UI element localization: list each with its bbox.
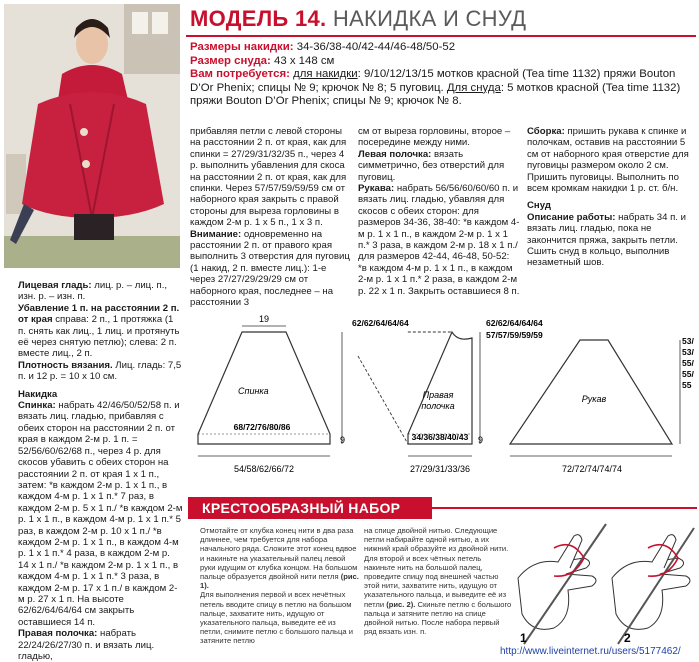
- back-top-measure: 19: [258, 314, 270, 324]
- instructions-column-3: [358, 126, 520, 297]
- back-height-measure: 62/62/64/64/64: [352, 318, 409, 328]
- assembly-text: пришить рукава к спинке и полочкам, оставив на расстоянии 5 см от наборного края отверстие для пуговицы размером около 2 см. Пришить пуговицы. Выполнить по всем кромкам накидки 1 р. ст. б/н.: [527, 126, 689, 195]
- cross-cast-on-banner: КРЕСТООБРАЗНЫЙ НАБОР: [188, 497, 432, 519]
- front-label-2: полочка: [421, 401, 455, 411]
- materials-line: [190, 68, 695, 109]
- source-url[interactable]: http://www.liveinternet.ru/users/5177462/: [500, 646, 681, 657]
- sleeve-bottom-measure: 72/72/74/74/74: [561, 464, 623, 474]
- snood-materials: : 5 мотков красной (Tea time 1132) пряжи Bouton D’Or Phenix; спицы № 9; крючок № 8.: [190, 81, 681, 108]
- back-label: Спинка:: [18, 400, 56, 412]
- front-neck-measure: 57/57/59/59/59: [486, 330, 543, 340]
- sleeves-text: набрать 56/56/60/60/60 п. и вязать лиц. гладью, убавляя для скосов с обеих сторон: для размеров 34-36, 38-40: *в каждом 4-м р. 1 х 1 п., в каждом 2-м р. 1 х 1 п.* 3 раза, в каждом 2-м р. 18 х 1 п./ для размеров 42-44, 46-48, 50-52: *в каждом 4-м р. 1 х 1 п., в каждом 2-м р. 1 х 1 п.* 2 раза, в каждом 2-м р. 22 х 1 п. Закрыть оставшиеся 8 п.: [358, 183, 520, 297]
- back-label: Спинка: [238, 386, 269, 396]
- fig-ref-1: (рис. 1).: [200, 572, 359, 591]
- cape-heading: Накидка: [18, 388, 58, 400]
- front-label-1: Правая: [422, 390, 454, 400]
- model-photo: [4, 4, 180, 268]
- snood-size-value: 43 х 148 см: [273, 54, 335, 67]
- cast-on-step-3: на спице двойной нитью. Следующие петли набирайте одной нитью, а их нижний край образуйте из двойной нити.: [364, 526, 509, 554]
- sizes-label: Размеры накидки:: [190, 41, 294, 53]
- fig-ref-2: (рис. 2).: [386, 599, 416, 609]
- sizes-line: [190, 41, 695, 55]
- gauge-text: Лиц. гладь: 7,5 п. и 12 р. = 10 х 10 см.: [18, 359, 182, 383]
- attention-text: одновременно на расстоянии 2 п. от правого края выполнить 3 отверстия для пуговиц (1 накид, 2 п. вместе лиц.): 1-е через 27/27/29/29/29 см от наборного края, последнее – на расстоянии 3: [190, 228, 350, 309]
- attention-continued: см от выреза горловины, второе – посередине между ними.: [358, 126, 511, 149]
- sleeve-measure-2: 53/: [682, 347, 694, 357]
- front-schematic: [348, 312, 543, 484]
- materials-label: Вам потребуется:: [190, 68, 290, 81]
- decrease-text: справа: 2 п., 1 протяжка (1 п. снять как лиц., 1 лиц. и протянуть её через снятую петлю); слева: 2 п. вместе лиц., 2 п.: [18, 314, 180, 360]
- model-number: МОДЕЛЬ 14.: [190, 6, 327, 31]
- cast-on-column-2: [364, 526, 512, 636]
- back-hem-measure: 9: [340, 435, 346, 445]
- instructions-column-1: [18, 280, 183, 662]
- work-description-label: Описание работы:: [527, 211, 616, 223]
- page-title: [190, 6, 526, 32]
- cast-on-step-1: Отмотайте от клубка конец нити в два раза длиннее, чем требуется для набора начального ряда. Сложите этот конец вдвое и накиньте на указательный палец левой руки идущим от клубка концом. На большом пальце образуется двойной нити петля: [200, 526, 358, 582]
- stitch-text: лиц. р. – лиц. п., изн. р. – изн. п.: [18, 280, 168, 303]
- sleeve-outline: [510, 340, 672, 444]
- right-front-text: набрать 22/24/26/27/30 п. и вязать лиц. гладью,: [18, 628, 155, 662]
- back-inner-measure: 68/72/76/80/86: [233, 422, 291, 432]
- cast-on-step-2: Для выполнения первой и всех нечётных петель вводите спицу в петлю на большом пальце, захватите нить, идущую от указательного пальца, выведите её из петли, снимите петлю с большого пальца и затяните петлю: [200, 590, 353, 646]
- cast-on-step-4: Для второй и всех чётных петель накиньте нить на большой палец, проведите спицу под внешней частью этой нити, захватите нить, идущую от указательного пальца, и выведите её из петли: [364, 553, 507, 609]
- gauge-label: Плотность вязания.: [18, 359, 113, 371]
- cast-on-illustration: [514, 518, 696, 646]
- decrease-label: Убавление 1 п. на расстоянии 2 п. от края: [18, 302, 180, 326]
- banner-divider: [418, 507, 697, 509]
- sleeve-measure-1: 53/: [682, 336, 694, 346]
- front-bottom-measure: 27/29/31/33/36: [409, 464, 471, 474]
- right-front-label: Правая полочка:: [18, 628, 98, 640]
- attention-label: Внимание:: [190, 228, 242, 240]
- right-front-continued: прибавляя петли с левой стороны на расстоянии 2 п. от края, как для спинки = 27/29/31/32/35 п., через 4 р. выполнить убавления для скоса на расстоянии 2 п. от края, как для спинки. Через 57/57/59/59/59 см от наборного края закрыть с правой стороны для выреза горловины в каждом 2-м р. 1 х 5 п., 1 х 3 п.: [190, 126, 347, 229]
- assembly-label: Сборка:: [527, 126, 565, 137]
- snood-size-line: [190, 55, 695, 69]
- front-dashed-guide: [358, 332, 472, 444]
- sleeve-schematic: [500, 312, 699, 484]
- back-text: набрать 42/46/50/52/58 п. и вязать лиц. гладью, прибавляя с обеих сторон на расстоянии 2 п. от края в каждом 2-м р. 1 п. = 52/56/60/62/68 п., через 4 р. для скосов убавить с обеих сторон на расстоянии 2 п. от края 1 х 1 п., затем: *в каждом 2-м р. 1 х 1 п., в каждом 4-м р. 1 х 1 п.* 7 раз, в каждом 2-м р. 5 х 1 п./ *в каждом 2-м р. 1 х 1 п., в каждом 4-м р. 1 х 1 п.* 5 раз, в каждом 2-м р. 10 х 1 п./ *в каждом 2-м р. 1 х 1 п., в каждом 4-м р. 1 х 1 п.* 4 раза, в каждом 2-м р. 14 х 1 п./ *в каждом 2-м р. 1 х 1 п., в каждом 4-м р. 1 х 1 п.* 3 раза, в каждом 2-м р. 17 х 1 п./ в каждом 2-м р. 27 х 1 п. На высоте 62/62/64/64/64 см закрыть оставшиеся 14 п.: [18, 400, 183, 628]
- materials-block: [190, 41, 695, 109]
- snood-label: Для снуда: [446, 81, 501, 94]
- work-description-text: набрать 34 п. и вязать лиц. гладью, пока не закончится пряжа, закрыть петли. Сшить снуд в кольцо, выполнив незаметный шов.: [527, 211, 687, 269]
- stitch-label: Лицевая гладь:: [18, 280, 92, 291]
- instructions-column-4: [527, 126, 693, 269]
- cast-on-step-5: Скиньте петлю с большого пальца и затяните петлю на спице двойной нитью. После набора первый ряд вязать изн. п.: [364, 599, 512, 637]
- snood-size-label: Размер снуда:: [190, 54, 271, 67]
- sleeve-measure-5: 55: [682, 380, 692, 390]
- back-schematic: [180, 312, 409, 484]
- sleeve-measure-4: 55/: [682, 369, 694, 379]
- hand-figure-1: [518, 535, 596, 630]
- title-divider: [186, 35, 696, 37]
- front-height-measure: 62/62/64/64/64: [486, 318, 543, 328]
- snood-heading: Снуд: [527, 200, 551, 212]
- figure-number-1: 1: [520, 631, 527, 645]
- model-name: НАКИДКА И СНУД: [332, 6, 527, 31]
- cape-materials: : 9/10/12/13/15 мотков красной (Tea time 1132) пряжи Bouton D’Or Phenix; спицы № 9; крючок № 8; 5 пуговиц.: [190, 68, 676, 94]
- model-photo-illustration: [4, 4, 180, 268]
- front-outline: [408, 332, 472, 444]
- hand-figure-2: [612, 535, 690, 630]
- sleeve-label: Рукав: [581, 394, 607, 404]
- cape-label: для накидки: [293, 68, 358, 81]
- front-inner-measure: 34/36/38/40/43: [411, 432, 469, 442]
- back-bottom-measure: 54/58/62/66/72: [233, 464, 295, 474]
- instructions-column-2: [190, 126, 352, 309]
- sizes-value: 34-36/38-40/42-44/46-48/50-52: [296, 41, 456, 53]
- cast-on-column-1: [200, 526, 360, 646]
- left-front-label: Левая полочка:: [358, 148, 432, 160]
- left-front-text: вязать симметрично, без отверстий для пуговиц.: [358, 148, 505, 183]
- front-hem-measure: 9: [478, 435, 484, 445]
- sleeve-measure-3: 55/: [682, 358, 694, 368]
- figure-number-2: 2: [624, 631, 631, 645]
- sleeves-label: Рукава:: [358, 183, 395, 195]
